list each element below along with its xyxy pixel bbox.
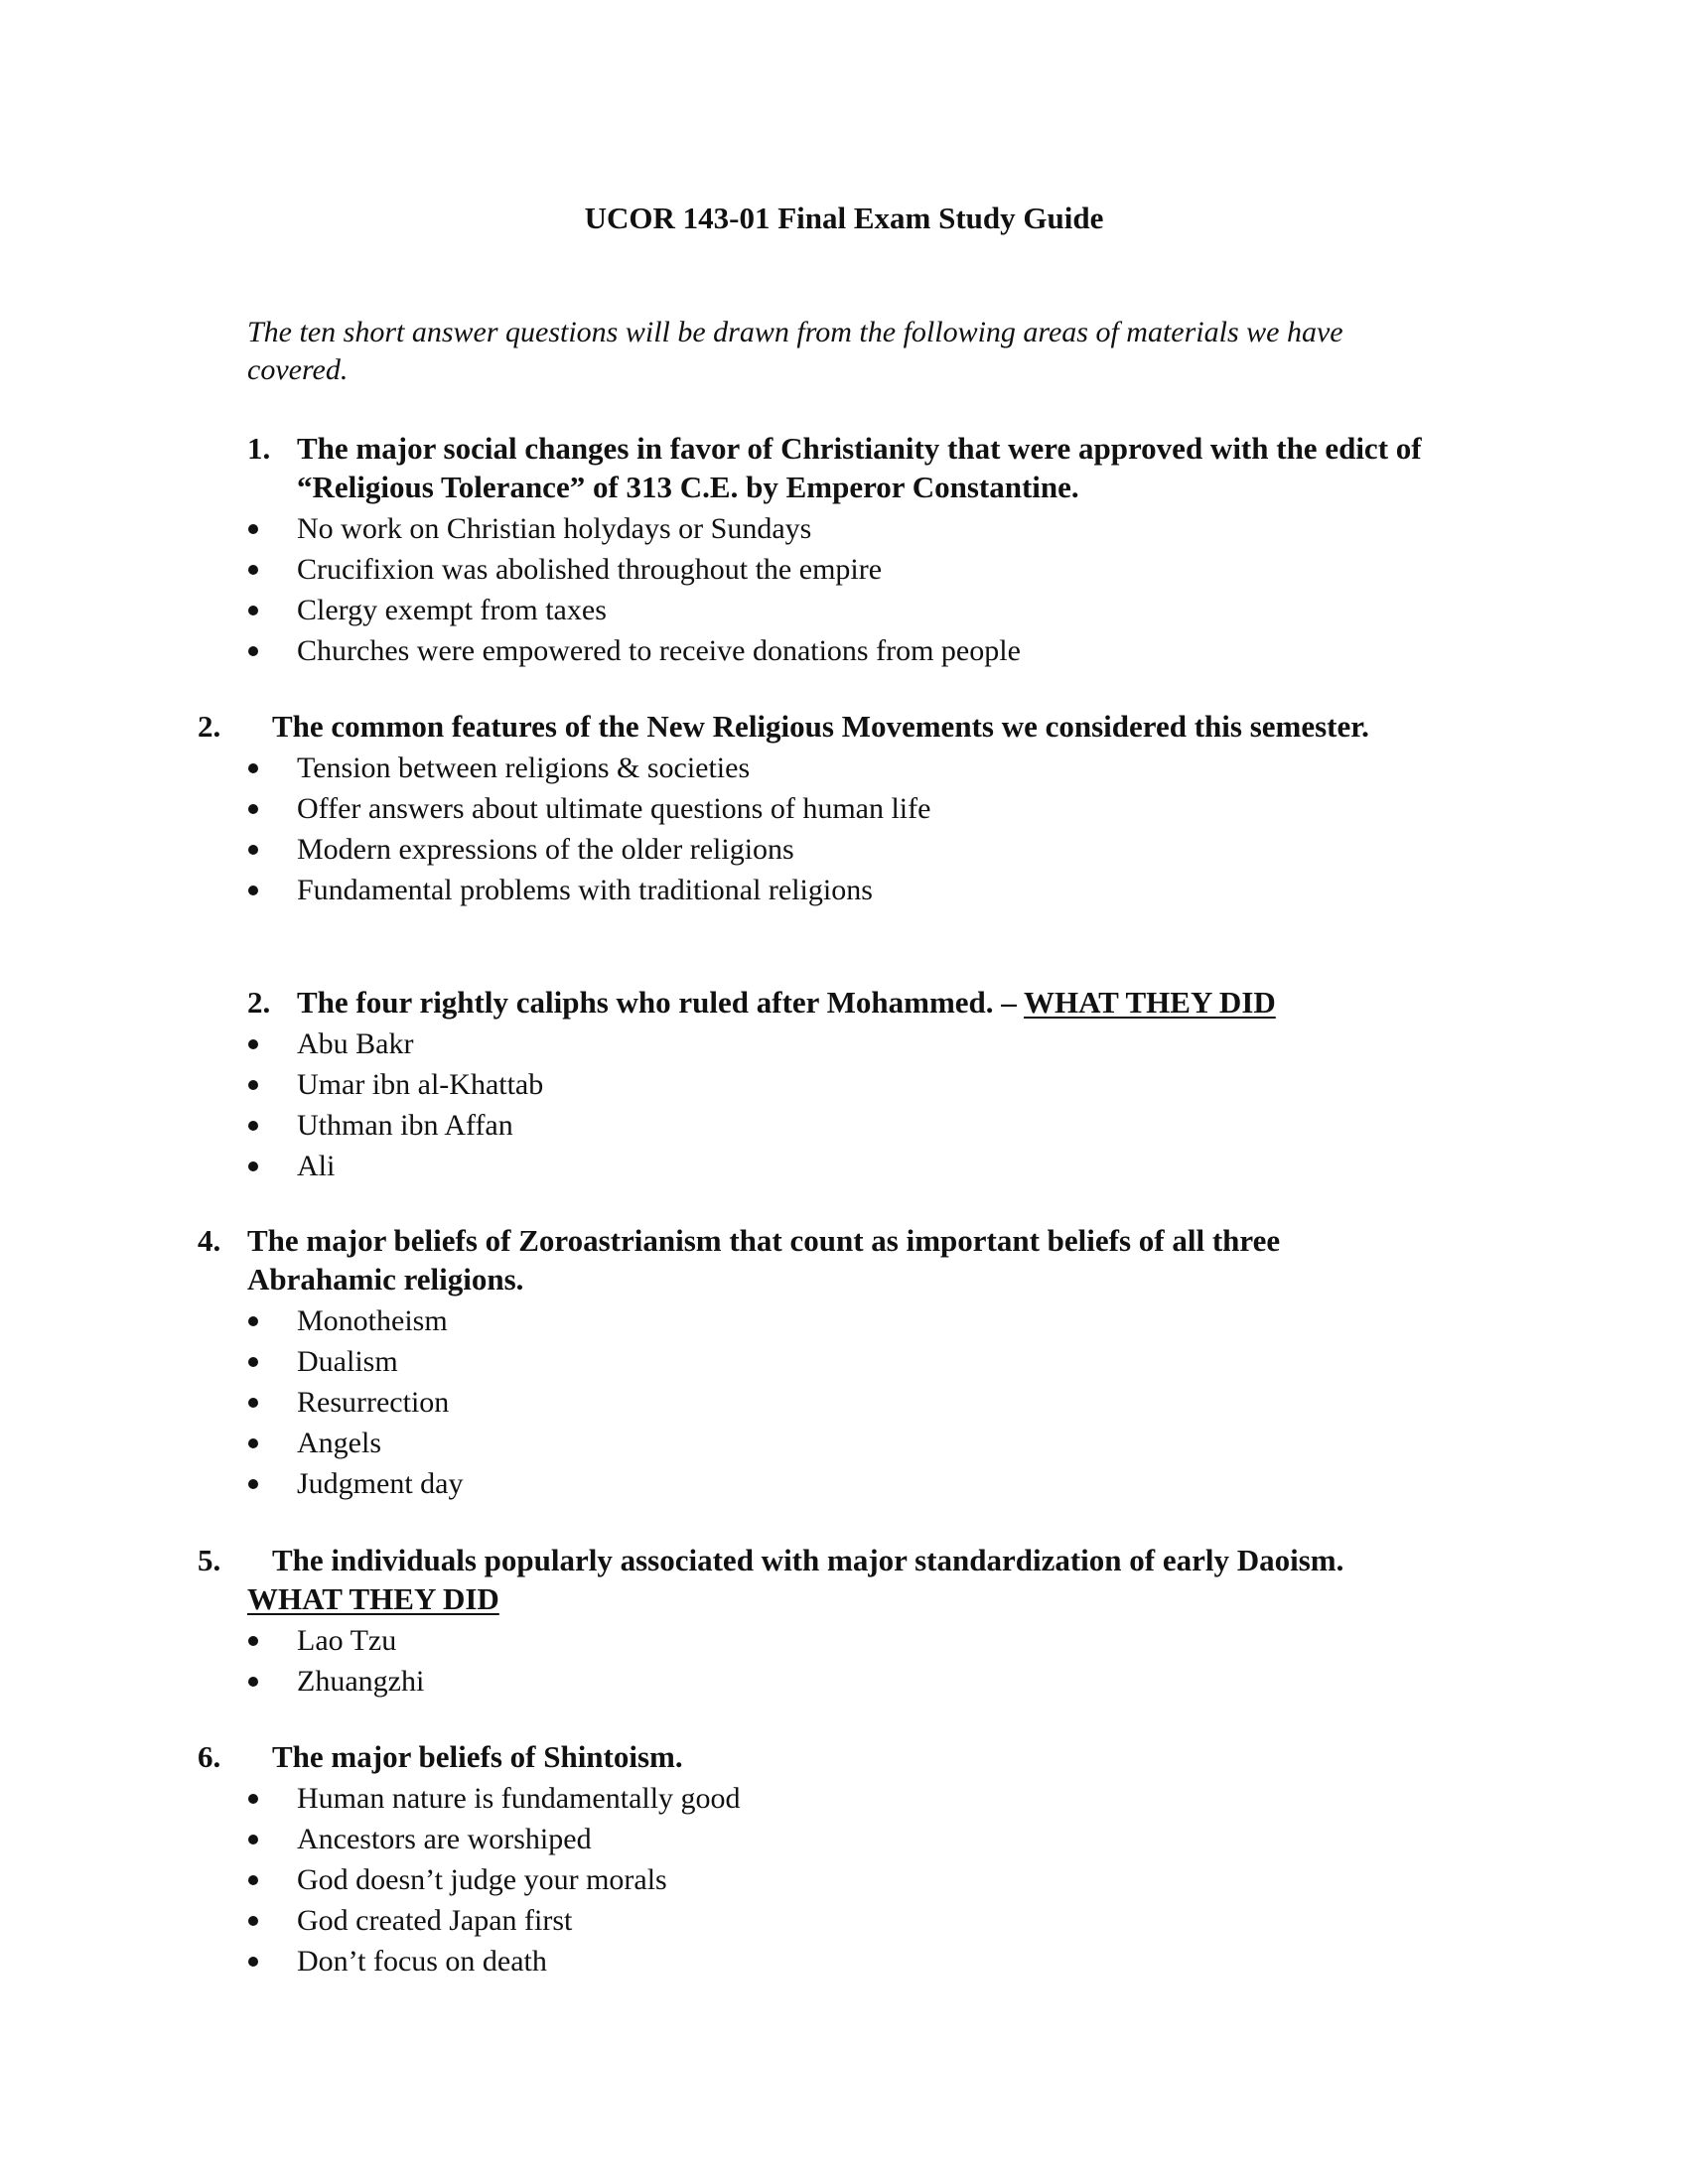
bullet-icon — [248, 763, 258, 773]
list-item: Angels — [0, 1423, 1688, 1463]
bullet-icon — [248, 524, 258, 534]
bullet-icon — [248, 565, 258, 575]
section-6 — [0, 1737, 1688, 1981]
section-number: 4. — [198, 1223, 221, 1258]
section-4 — [0, 1221, 1688, 1504]
list-item: Umar ibn al-Khattab — [0, 1064, 1688, 1105]
section-heading-text: The four rightly caliphs who ruled after Mohammed. – — [297, 985, 1017, 1020]
bullet-icon — [248, 1438, 258, 1448]
list-item: Monotheism — [0, 1300, 1688, 1341]
bullet-list — [0, 1778, 1688, 1981]
bullet-icon — [248, 1875, 258, 1885]
section-3 — [0, 983, 1688, 1186]
list-item: Churches were empowered to receive donations from people — [0, 630, 1688, 671]
bullet-icon — [248, 1080, 258, 1090]
bullet-icon — [248, 845, 258, 855]
bullet-icon — [248, 886, 258, 895]
section-1 — [0, 429, 1688, 671]
section-number: 1. — [247, 431, 271, 466]
section-heading-text: The major beliefs of Zoroastrianism that count as important beliefs of all three Abrahamic religions. — [247, 1223, 1281, 1297]
bullet-icon — [248, 1039, 258, 1049]
list-item: Zhuangzhi — [0, 1661, 1688, 1702]
bullet-icon — [248, 1316, 258, 1326]
bullet-icon — [248, 1677, 258, 1687]
bullet-icon — [248, 1479, 258, 1489]
section-heading — [0, 983, 1688, 1022]
bullet-icon — [248, 804, 258, 814]
section-heading — [0, 429, 1688, 506]
bullet-icon — [248, 1957, 258, 1967]
bullet-icon — [248, 1357, 258, 1367]
list-item: Crucifixion was abolished throughout the empire — [0, 549, 1688, 590]
bullet-icon — [248, 606, 258, 615]
list-item: Human nature is fundamentally good — [0, 1778, 1688, 1819]
list-item: Ali — [0, 1146, 1688, 1186]
section-2 — [0, 707, 1688, 910]
list-item: No work on Christian holydays or Sundays — [0, 508, 1688, 549]
section-heading-text: The major beliefs of Shintoism. — [272, 1739, 683, 1774]
what-they-did-label: WHAT THEY DID — [247, 1581, 499, 1616]
list-item: Tension between religions & societies — [0, 748, 1688, 788]
bullet-list — [0, 1024, 1688, 1186]
section-heading — [0, 1221, 1688, 1298]
list-item: God created Japan first — [0, 1900, 1688, 1941]
list-item: Fundamental problems with traditional religions — [0, 870, 1688, 910]
list-item: Resurrection — [0, 1382, 1688, 1423]
bullet-icon — [248, 1835, 258, 1844]
bullet-icon — [248, 1398, 258, 1408]
list-item: Abu Bakr — [0, 1024, 1688, 1064]
bullet-icon — [248, 646, 258, 656]
bullet-icon — [248, 1636, 258, 1646]
list-item: Judgment day — [0, 1463, 1688, 1504]
list-item: Dualism — [0, 1341, 1688, 1382]
bullet-icon — [248, 1916, 258, 1926]
list-item: Offer answers about ultimate questions of human life — [0, 788, 1688, 829]
list-item: Ancestors are worshiped — [0, 1819, 1688, 1859]
section-heading — [0, 1541, 1688, 1618]
bullet-list — [0, 1300, 1688, 1504]
list-item: Uthman ibn Affan — [0, 1105, 1688, 1146]
section-heading-text: The major social changes in favor of Christianity that were approved with the edict of “Religious Tolerance” of 313 C.E. by Emperor Constantine. — [297, 431, 1422, 504]
section-5 — [0, 1541, 1688, 1702]
section-number: 6. — [198, 1739, 221, 1774]
list-item: Modern expressions of the older religions — [0, 829, 1688, 870]
intro-paragraph: The ten short answer questions will be drawn from the following areas of materials we have covered. — [247, 316, 1343, 386]
what-they-did-label: WHAT THEY DID — [1023, 985, 1276, 1020]
list-item: Don’t focus on death — [0, 1941, 1688, 1981]
bullet-list — [0, 1620, 1688, 1702]
list-item: Lao Tzu — [0, 1620, 1688, 1661]
bullet-list — [0, 748, 1688, 910]
section-heading — [0, 707, 1688, 746]
section-number: 5. — [198, 1543, 221, 1577]
bullet-list — [0, 508, 1688, 671]
bullet-icon — [248, 1161, 258, 1171]
page-title: UCOR 143-01 Final Exam Study Guide — [584, 201, 1104, 235]
section-heading-text: The individuals popularly associated with major standardization of early Daoism. — [272, 1543, 1344, 1577]
bullet-icon — [248, 1121, 258, 1131]
bullet-icon — [248, 1794, 258, 1804]
section-heading — [0, 1737, 1688, 1776]
list-item: God doesn’t judge your morals — [0, 1859, 1688, 1900]
section-number: 2. — [247, 985, 271, 1020]
section-number: 2. — [198, 709, 221, 744]
list-item: Clergy exempt from taxes — [0, 590, 1688, 630]
section-heading-text: The common features of the New Religious Movements we considered this semester. — [272, 709, 1369, 744]
